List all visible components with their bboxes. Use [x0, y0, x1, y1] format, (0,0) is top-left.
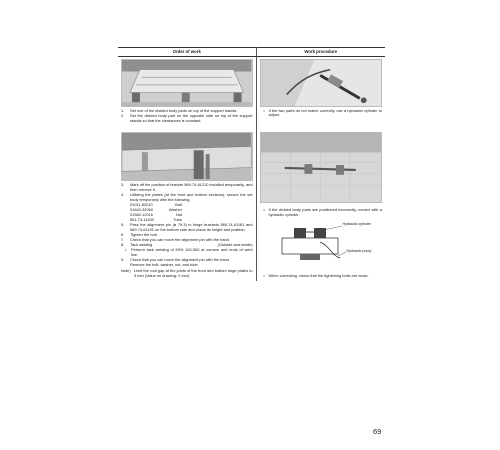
parts-list — [121, 203, 253, 223]
part-nut: 01580-12016 Nut — [130, 211, 182, 217]
step-5: 5. Pass the alignment pin (ø 79.3) in hinge brackets 569-74-61181 and 569-74-61191 on the bottom side and check its height and position. — [121, 221, 253, 232]
part-tube: 561-74-11630 Tube — [130, 216, 182, 222]
order-of-work-header: Order of work — [118, 48, 256, 57]
procedure-cell-1 — [256, 57, 385, 126]
note-adjust: • If the two parts do not match correctly, use a hydraulic cylinder to adjust. — [263, 107, 382, 118]
work-procedure-header: Work procedure — [256, 48, 385, 57]
part-washer: 01643-32060 Washer — [130, 206, 182, 212]
hydraulic-diagram — [260, 220, 382, 268]
step-2: 2. Set the divided body part on the opposite side on top of the support stands so that the clearances is constant. — [121, 112, 253, 123]
order-cell-1 — [118, 57, 256, 126]
note-root-gap: Note) Limit the root gap at the joints of the front and bottom large plates to 3 mm (Value on drawing: 2 mm). — [121, 267, 253, 278]
work-procedure-table — [118, 47, 385, 281]
step-8: 8. Tack welding (Outside and inside) — [121, 242, 253, 248]
step-7: 7. Check that you can move the alignment pin with the hand. — [121, 236, 230, 242]
order-cell-2 — [118, 126, 256, 281]
label-hydraulic-pump: Hydraulic pump — [346, 248, 372, 253]
note-correct-position: • If the divided body parts are positioned incorrectly, correct with a hydraulic cylinder. — [263, 206, 382, 217]
page-number: 69 — [373, 427, 382, 436]
hydraulic-correction-figure — [260, 220, 383, 268]
photo-divided-body-on-stands — [121, 59, 253, 107]
photo-alignment-pin — [260, 132, 383, 203]
part-bolt: 01011-82010 Bolt — [130, 202, 182, 208]
step-3: 3. Mark off the position of bracket 569-74-61210 installed temporarily, and then remove it. — [121, 181, 253, 192]
procedure-cell-2 — [256, 126, 385, 281]
step-6: 6. Tighten the bolt. — [121, 231, 158, 237]
step-remove: Remove the bolt, washer, nut, and tube. — [130, 262, 199, 268]
step-4: 4. Utilizing the plates (at the front and bottom sections), secure the set body temporarily with the following. — [121, 191, 253, 202]
step-1: 1. Set one of the divided body parts on top of the support stands. — [121, 107, 238, 113]
note-tightening-bolts: • When correcting, check that the tightening bolts are loose. — [263, 272, 369, 278]
photo-hydraulic-cylinder-adjust — [260, 59, 383, 107]
step-8-detail: • Perform tack welding of 50% 100-500 at corners and ends of weld line. — [125, 247, 253, 258]
label-hydraulic-cylinder: Hydraulic cylinder — [342, 221, 371, 226]
photo-body-secured-plates — [121, 132, 253, 181]
step-9: 9. Check that you can move the alignment pin with the hand. — [121, 257, 230, 263]
